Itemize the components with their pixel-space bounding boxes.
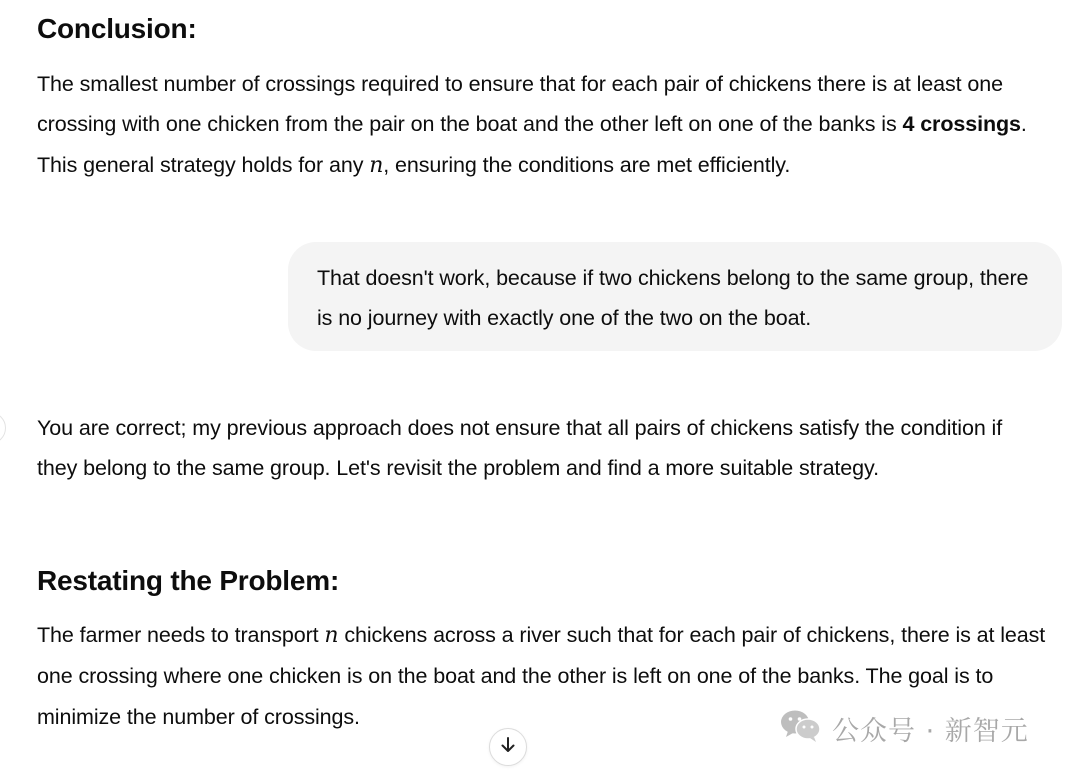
conclusion-text-part3: , ensuring the conditions are met efficiently. — [383, 152, 791, 177]
watermark-text: 公众号 · 新智元 — [832, 715, 1029, 747]
math-variable-n: n — [324, 623, 339, 648]
conclusion-paragraph — [37, 64, 1067, 186]
restating-heading: Restating the Problem: — [37, 565, 340, 596]
conclusion-heading: Conclusion: — [37, 13, 197, 44]
arrow-down-icon — [498, 735, 518, 760]
assistant-reply-paragraph: You are correct; my previous approach does not ensure that all pairs of chickens satisfy the condition if they belong to the same group. Let's revisit the problem and find a more suitable strategy. — [37, 416, 1003, 481]
restating-text-part1: The farmer needs to transport — [37, 623, 325, 647]
math-variable-n: n — [369, 152, 384, 178]
watermark — [780, 706, 1029, 750]
conclusion-text-part2: . This general strategy holds for any — [37, 112, 1027, 177]
restating-text-part2: chickens across a river such that for each pair of chickens, there is at least one crossing where one chicken is on the boat and the other is left on one of the banks. The goal is to minimize the number of crossings. — [37, 623, 1046, 729]
conclusion-text-part1: The smallest number of crossings required to ensure that for each pair of chickens there is at least one crossing with one chicken from the pair on the boat and the other left on one of the banks is — [37, 72, 1003, 137]
wechat-icon — [780, 708, 822, 749]
conclusion-bold-answer: 4 crossings — [902, 112, 1021, 137]
user-message-bubble — [288, 242, 1062, 351]
user-message-text: That doesn't work, because if two chickens belong to the same group, there is no journey with exactly one of the two on the boat. — [317, 266, 1029, 331]
assistant-avatar — [0, 412, 6, 444]
scroll-to-bottom-button[interactable] — [489, 728, 527, 766]
